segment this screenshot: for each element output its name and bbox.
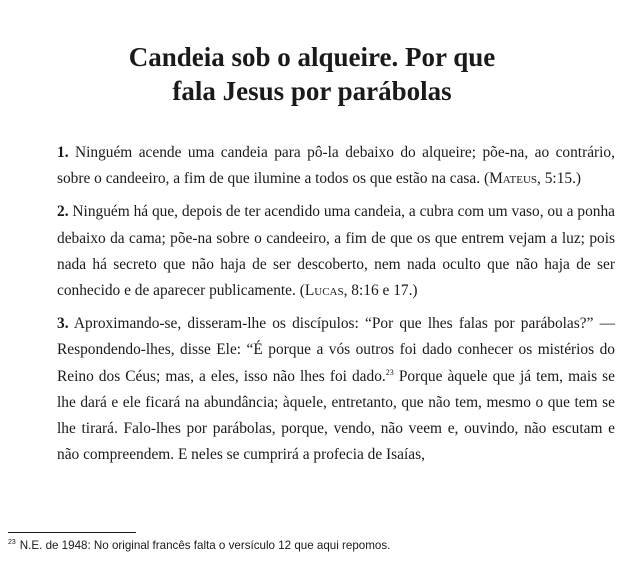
footnote-text: N.E. de 1948: No original francês falta o versículo 12 que aqui repomos. <box>19 539 391 552</box>
paragraph-2 <box>57 199 615 304</box>
reference-book: Lucas <box>304 282 344 300</box>
reference-verse: , 5:15.) <box>537 170 582 188</box>
paragraph-number: 1. <box>57 144 69 161</box>
body-text <box>57 140 615 475</box>
title-line-1: Candeia sob o alqueire. Por que <box>128 42 496 72</box>
paragraph-number: 3. <box>57 315 69 333</box>
paragraph-3 <box>57 311 615 468</box>
reference-open: ( <box>299 282 305 300</box>
footnote-number: 23 <box>8 539 16 546</box>
footnote <box>8 538 390 554</box>
reference-book: Mateus <box>489 170 538 188</box>
title-line-2: fala Jesus por parábolas <box>172 76 452 106</box>
paragraph-number: 2. <box>57 203 69 221</box>
footnote-divider <box>8 532 136 533</box>
reference-verse: , 8:16 e 17.) <box>343 282 418 300</box>
paragraph-text: Ninguém há que, depois de ter acendido uma candeia, a cubra com um vaso, ou a ponha debaixo da cama; põe-na sobre o candeeiro, a fim de que os que entrem vejam a luz; pois nada há secreto que não haja de ser descoberto, nem nada oculto que não haja de ser conhecido e de aparecer publicamente. <box>57 203 615 300</box>
paragraph-text-before-note: Aproximando-se, disseram-lhe os discípulos: “Por que lhes falas por parábolas?” — Respondendo-lhes, disse Ele: “É porque a vós outros foi dado conhecer os mistérios do Reino dos Céus; mas, a eles, isso não lhes foi dado. <box>57 315 616 385</box>
paragraph-text-after-note: Porque àquele que já tem, mais se lhe dará e ele ficará na abundância; àquele, entretanto, que não tem, mesmo o que tem se lhe tirará. Falo-lhes por parábolas, porque, vendo, não veem e, ouvindo, não escutam e não compreendem. E neles se cumprirá a profecia de Isaías, <box>57 367 616 464</box>
paragraph-1 <box>57 140 615 192</box>
reference-open: ( <box>483 170 490 188</box>
footnote-marker[interactable]: 23 <box>385 367 394 377</box>
paragraph-text: Ninguém acende uma candeia para pô-la debaixo do alqueire; põe-na, ao contrário, sobre o candeeiro, a fim de que ilumine a todos os que estão na casa. <box>57 144 615 188</box>
page-title <box>40 40 584 108</box>
